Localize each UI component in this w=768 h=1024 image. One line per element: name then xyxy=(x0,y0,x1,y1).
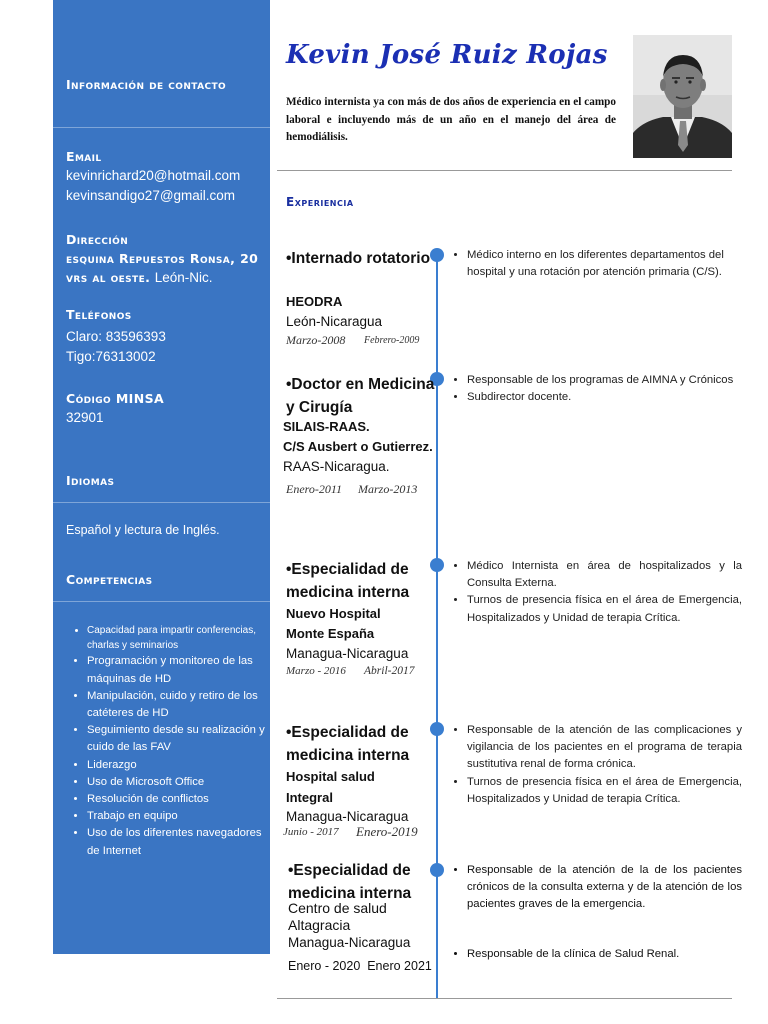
experience-desc-item: • Responsable de los programas de AIMNA y Crónicos xyxy=(467,372,742,389)
phones-heading: Teléfonos xyxy=(66,307,132,322)
experience-org: SILAIS-RAAS. xyxy=(283,419,370,434)
experience-end-date: Febrero-2009 xyxy=(364,335,420,346)
email-2[interactable]: kevinsandigo27@gmail.com xyxy=(66,188,236,203)
experience-title: •Especialidad de medicina interna xyxy=(286,724,410,764)
experience-org: Integral xyxy=(286,790,333,805)
experience-start-date: Enero-2011 xyxy=(286,482,342,496)
experience-org: Monte España xyxy=(286,626,375,641)
experience-start-date: Marzo - 2016 xyxy=(286,665,346,677)
skill-item: • Capacidad para impartir conferencias, charlas y seminarios xyxy=(87,623,277,653)
experience-title: •Especialidad de medicina interna xyxy=(286,561,410,601)
experience-start-date: Marzo-2008 xyxy=(286,333,346,347)
experience-start-date: Junio - 2017 xyxy=(283,826,339,838)
experience-desc-list xyxy=(453,862,742,914)
phone-claro: Claro: 83596393 xyxy=(66,329,166,344)
experience-desc-item: • Responsable de la clínica de Salud Renal. xyxy=(467,946,742,963)
experience-desc-list xyxy=(453,558,742,627)
experience-end-date: Enero-2019 xyxy=(356,824,418,839)
experience-end-date: Marzo-2013 xyxy=(358,482,418,496)
experience-desc-item: • Responsable de la atención de las complicaciones y vigilancia de los pacientes en el programa de terapia sustitutiva renal de forma crónica. xyxy=(467,722,742,774)
skill-item: • Liderazgo xyxy=(87,757,277,774)
minsa-code: 32901 xyxy=(66,410,104,425)
experience-org: Altagracia xyxy=(288,917,351,933)
experience-location: Managua-Nicaragua xyxy=(288,935,411,950)
experience-org: HEODRA xyxy=(286,294,343,309)
address-street: esquina Repuestos Ronsa, 20 vrs al oeste. xyxy=(66,251,259,285)
divider xyxy=(53,127,270,128)
divider xyxy=(53,601,270,602)
languages-text: Español y lectura de Inglés. xyxy=(66,523,220,537)
phone-tigo: Tigo:76313002 xyxy=(66,349,156,364)
experience-desc-item: • Turnos de presencia física en el área de Emergencia, Hospitalizados y Unidad de terapia Crítica. xyxy=(467,774,742,808)
address-text xyxy=(66,249,266,287)
experience-desc-list xyxy=(453,372,742,406)
skill-item: • Uso de los diferentes navegadores de Internet xyxy=(87,825,277,859)
contact-heading: Información de contacto xyxy=(66,77,227,92)
footer-divider xyxy=(277,998,732,999)
experience-org: Nuevo Hospital xyxy=(286,606,381,621)
experience-end-date: Abril-2017 xyxy=(364,665,415,677)
experience-org: Centro de salud xyxy=(288,900,387,916)
skill-item: • Seguimiento desde su realización y cuido de las FAV xyxy=(87,722,277,756)
email-1[interactable]: kevinrichard20@hotmail.com xyxy=(66,168,241,183)
experience-location: León-Nicaragua xyxy=(286,314,383,329)
profile-photo xyxy=(633,35,732,158)
skill-item: • Trabajo en equipo xyxy=(87,808,277,825)
skill-item: • Uso de Microsoft Office xyxy=(87,774,277,791)
address-heading: Dirección xyxy=(66,232,129,247)
experience-desc-item: • Médico interno en los diferentes departamentos del hospital y una rotación por atención primaria (C/S). xyxy=(467,247,742,281)
address-city: León-Nic. xyxy=(154,270,213,285)
experience-desc-list xyxy=(453,247,742,281)
experience-desc-item: • Médico Internista en área de hospitalizados y la Consulta Externa. xyxy=(467,558,742,592)
experience-desc-list xyxy=(453,722,742,808)
profile-photo-icon xyxy=(633,35,732,158)
skill-item: • Manipulación, cuido y retiro de los catéteres de HD xyxy=(87,688,277,722)
experience-title: •Especialidad de medicina interna xyxy=(288,862,412,902)
experience-org: Hospital salud xyxy=(286,769,375,784)
experience-heading: Experiencia xyxy=(286,195,354,209)
experience-desc-item: • Responsable de la atención de la de los pacientes crónicos de la consulta externa y de la atención de los pacientes graves de la emergencia. xyxy=(467,862,742,914)
experience-location: Managua-Nicaragua xyxy=(286,646,409,661)
experience-title: •Doctor en Medicina y Cirugía xyxy=(286,376,435,416)
header-divider xyxy=(277,170,732,171)
experience-location: Managua-Nicaragua xyxy=(286,809,409,824)
divider xyxy=(53,502,270,503)
experience-desc-list xyxy=(453,946,742,963)
skill-item: • Resolución de conflictos xyxy=(87,791,277,808)
skill-item: • Programación y monitoreo de las máquinas de HD xyxy=(87,653,277,687)
languages-heading: Idiomas xyxy=(66,473,115,488)
sidebar xyxy=(53,0,270,954)
experience-dates: Enero - 2020 Enero 2021 xyxy=(288,959,432,973)
experience-location: RAAS-Nicaragua. xyxy=(283,459,390,474)
candidate-name: Kevin José Ruiz Rojas xyxy=(286,40,608,70)
experience-org: C/S Ausbert o Gutierrez. xyxy=(283,439,433,454)
profile-summary: Médico internista ya con más de dos años de experiencia en el campo laboral e incluyendo más de un año en el manejo del área de hemodiálisis. xyxy=(286,96,616,144)
skills-list xyxy=(73,623,277,860)
email-heading: Email xyxy=(66,149,102,164)
experience-desc-item: • Subdirector docente. xyxy=(467,389,742,406)
minsa-heading: Código MINSA xyxy=(66,391,165,406)
skills-heading: Competencias xyxy=(66,572,153,587)
experience-title: •Internado rotatorio xyxy=(286,250,431,267)
experience-desc-item: • Turnos de presencia física en el área de Emergencia, Hospitalizados y Unidad de terapia Crítica. xyxy=(467,592,742,626)
